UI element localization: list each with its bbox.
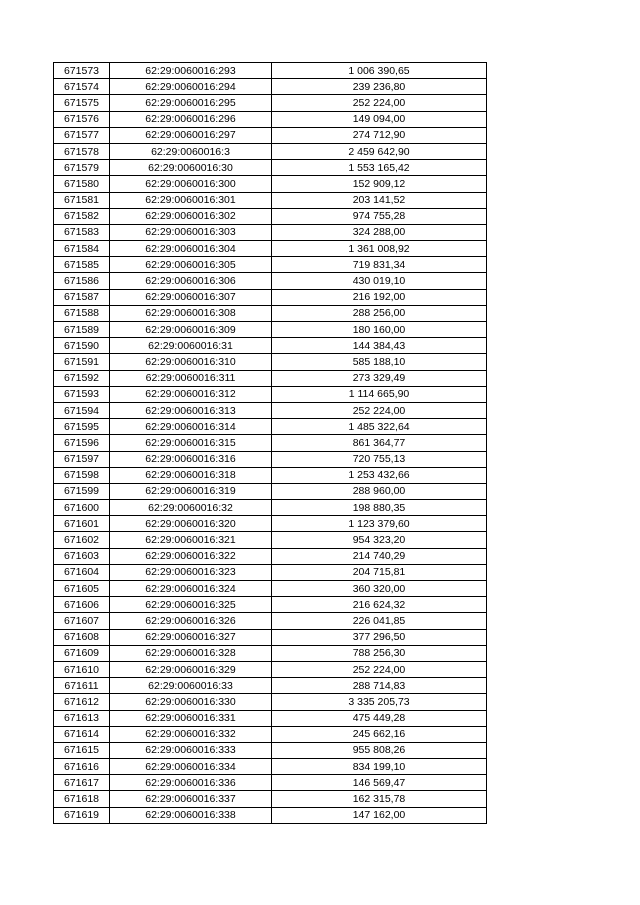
cadastral-number-cell: 62:29:0060016:313 [110,402,272,418]
row-number-cell: 671585 [54,257,110,273]
table-row [54,402,487,418]
cadastral-value-cell: 180 160,00 [272,322,487,338]
cadastral-number-cell: 62:29:0060016:326 [110,613,272,629]
row-number-cell: 671609 [54,645,110,661]
row-number-cell: 671580 [54,176,110,192]
cadastral-number-cell: 62:29:0060016:332 [110,726,272,742]
row-number-cell: 671592 [54,370,110,386]
row-number-cell: 671598 [54,467,110,483]
table-row [54,354,487,370]
cadastral-value-cell: 1 114 665,90 [272,386,487,402]
table-row [54,241,487,257]
row-number-cell: 671587 [54,289,110,305]
cadastral-number-cell: 62:29:0060016:338 [110,807,272,823]
row-number-cell: 671576 [54,111,110,127]
row-number-cell: 671595 [54,419,110,435]
cadastral-number-cell: 62:29:0060016:307 [110,289,272,305]
table-row [54,694,487,710]
cadastral-number-cell: 62:29:0060016:309 [110,322,272,338]
cadastral-value-cell: 252 224,00 [272,95,487,111]
table-row [54,176,487,192]
table-row [54,79,487,95]
row-number-cell: 671586 [54,273,110,289]
table-row [54,208,487,224]
table-row [54,759,487,775]
cadastral-value-cell: 204 715,81 [272,564,487,580]
row-number-cell: 671607 [54,613,110,629]
cadastral-value-cell: 861 364,77 [272,435,487,451]
table-row [54,742,487,758]
cadastral-value-cell: 144 384,43 [272,338,487,354]
row-number-cell: 671605 [54,581,110,597]
cadastral-number-cell: 62:29:0060016:312 [110,386,272,402]
cadastral-value-cell: 146 569,47 [272,775,487,791]
row-number-cell: 671606 [54,597,110,613]
table-row [54,597,487,613]
table-row [54,322,487,338]
cadastral-value-cell: 273 329,49 [272,370,487,386]
row-number-cell: 671617 [54,775,110,791]
cadastral-value-cell: 162 315,78 [272,791,487,807]
table-body [54,63,487,824]
table-row [54,581,487,597]
cadastral-value-cell: 252 224,00 [272,661,487,677]
cadastral-number-cell: 62:29:0060016:333 [110,742,272,758]
row-number-cell: 671602 [54,532,110,548]
row-number-cell: 671612 [54,694,110,710]
cadastral-value-cell: 203 141,52 [272,192,487,208]
cadastral-value-cell: 214 740,29 [272,548,487,564]
table-row [54,386,487,402]
cadastral-value-cell: 147 162,00 [272,807,487,823]
cadastral-value-cell: 3 335 205,73 [272,694,487,710]
table-row [54,775,487,791]
cadastral-value-cell: 216 192,00 [272,289,487,305]
row-number-cell: 671594 [54,402,110,418]
cadastral-value-cell: 430 019,10 [272,273,487,289]
cadastral-value-cell: 288 714,83 [272,678,487,694]
table-row [54,807,487,823]
row-number-cell: 671584 [54,241,110,257]
row-number-cell: 671589 [54,322,110,338]
cadastral-number-cell: 62:29:0060016:304 [110,241,272,257]
row-number-cell: 671591 [54,354,110,370]
cadastral-value-cell: 475 449,28 [272,710,487,726]
cadastral-value-cell: 149 094,00 [272,111,487,127]
cadastral-number-cell: 62:29:0060016:329 [110,661,272,677]
table-row [54,289,487,305]
row-number-cell: 671582 [54,208,110,224]
cadastral-number-cell: 62:29:0060016:337 [110,791,272,807]
cadastral-number-cell: 62:29:0060016:303 [110,224,272,240]
row-number-cell: 671611 [54,678,110,694]
cadastral-number-cell: 62:29:0060016:296 [110,111,272,127]
table-row [54,678,487,694]
cadastral-value-cell: 360 320,00 [272,581,487,597]
cadastral-value-cell: 288 256,00 [272,305,487,321]
cadastral-number-cell: 62:29:0060016:314 [110,419,272,435]
row-number-cell: 671596 [54,435,110,451]
table-row [54,435,487,451]
table-row [54,305,487,321]
cadastral-value-cell: 1 361 008,92 [272,241,487,257]
cadastral-value-cell: 1 485 322,64 [272,419,487,435]
row-number-cell: 671574 [54,79,110,95]
cadastral-number-cell: 62:29:0060016:3 [110,143,272,159]
cadastral-number-cell: 62:29:0060016:302 [110,208,272,224]
table-row [54,192,487,208]
table-row [54,613,487,629]
row-number-cell: 671583 [54,224,110,240]
table-row [54,95,487,111]
row-number-cell: 671573 [54,63,110,79]
cadastral-number-cell: 62:29:0060016:306 [110,273,272,289]
row-number-cell: 671610 [54,661,110,677]
cadastral-number-cell: 62:29:0060016:336 [110,775,272,791]
table-row [54,710,487,726]
row-number-cell: 671581 [54,192,110,208]
cadastral-number-cell: 62:29:0060016:318 [110,467,272,483]
row-number-cell: 671588 [54,305,110,321]
cadastral-value-cell: 288 960,00 [272,483,487,499]
cadastral-number-cell: 62:29:0060016:321 [110,532,272,548]
cadastral-number-cell: 62:29:0060016:308 [110,305,272,321]
row-number-cell: 671578 [54,143,110,159]
row-number-cell: 671615 [54,742,110,758]
cadastral-number-cell: 62:29:0060016:328 [110,645,272,661]
table-row [54,127,487,143]
cadastral-number-cell: 62:29:0060016:32 [110,500,272,516]
cadastral-value-cell: 239 236,80 [272,79,487,95]
document-page [53,62,486,824]
cadastral-value-cell: 377 296,50 [272,629,487,645]
cadastral-number-cell: 62:29:0060016:30 [110,160,272,176]
cadastral-number-cell: 62:29:0060016:301 [110,192,272,208]
table-row [54,370,487,386]
cadastral-number-cell: 62:29:0060016:294 [110,79,272,95]
cadastral-number-cell: 62:29:0060016:327 [110,629,272,645]
cadastral-value-cell: 2 459 642,90 [272,143,487,159]
cadastral-value-cell: 274 712,90 [272,127,487,143]
table-row [54,451,487,467]
row-number-cell: 671616 [54,759,110,775]
cadastral-value-cell: 788 256,30 [272,645,487,661]
cadastral-number-cell: 62:29:0060016:295 [110,95,272,111]
cadastral-number-cell: 62:29:0060016:316 [110,451,272,467]
cadastral-value-cell: 324 288,00 [272,224,487,240]
cadastral-number-cell: 62:29:0060016:331 [110,710,272,726]
table-row [54,467,487,483]
table-row [54,160,487,176]
cadastral-number-cell: 62:29:0060016:325 [110,597,272,613]
cadastral-value-cell: 974 755,28 [272,208,487,224]
cadastral-value-cell: 834 199,10 [272,759,487,775]
table-row [54,532,487,548]
table-row [54,500,487,516]
row-number-cell: 671601 [54,516,110,532]
table-row [54,791,487,807]
table-row [54,483,487,499]
table-row [54,516,487,532]
row-number-cell: 671608 [54,629,110,645]
row-number-cell: 671600 [54,500,110,516]
cadastral-value-cell: 152 909,12 [272,176,487,192]
table-row [54,143,487,159]
table-row [54,224,487,240]
row-number-cell: 671577 [54,127,110,143]
row-number-cell: 671590 [54,338,110,354]
cadastral-value-cell: 252 224,00 [272,402,487,418]
cadastral-number-cell: 62:29:0060016:305 [110,257,272,273]
row-number-cell: 671603 [54,548,110,564]
row-number-cell: 671597 [54,451,110,467]
cadastral-value-cell: 245 662,16 [272,726,487,742]
cadastral-value-cell: 1 553 165,42 [272,160,487,176]
table-row [54,338,487,354]
table-row [54,726,487,742]
row-number-cell: 671604 [54,564,110,580]
cadastral-number-cell: 62:29:0060016:324 [110,581,272,597]
row-number-cell: 671575 [54,95,110,111]
cadastral-value-table [53,62,487,824]
cadastral-value-cell: 719 831,34 [272,257,487,273]
cadastral-value-cell: 720 755,13 [272,451,487,467]
row-number-cell: 671599 [54,483,110,499]
row-number-cell: 671613 [54,710,110,726]
cadastral-number-cell: 62:29:0060016:31 [110,338,272,354]
table-row [54,548,487,564]
cadastral-number-cell: 62:29:0060016:330 [110,694,272,710]
table-row [54,661,487,677]
cadastral-value-cell: 955 808,26 [272,742,487,758]
table-row [54,645,487,661]
table-row [54,273,487,289]
cadastral-number-cell: 62:29:0060016:319 [110,483,272,499]
table-row [54,419,487,435]
table-row [54,564,487,580]
cadastral-number-cell: 62:29:0060016:310 [110,354,272,370]
cadastral-value-cell: 954 323,20 [272,532,487,548]
table-row [54,111,487,127]
cadastral-number-cell: 62:29:0060016:323 [110,564,272,580]
cadastral-number-cell: 62:29:0060016:322 [110,548,272,564]
row-number-cell: 671593 [54,386,110,402]
table-row [54,63,487,79]
row-number-cell: 671579 [54,160,110,176]
table-row [54,629,487,645]
cadastral-number-cell: 62:29:0060016:311 [110,370,272,386]
cadastral-number-cell: 62:29:0060016:297 [110,127,272,143]
cadastral-value-cell: 1 123 379,60 [272,516,487,532]
table-row [54,257,487,273]
cadastral-number-cell: 62:29:0060016:334 [110,759,272,775]
cadastral-value-cell: 216 624,32 [272,597,487,613]
cadastral-number-cell: 62:29:0060016:320 [110,516,272,532]
row-number-cell: 671614 [54,726,110,742]
cadastral-value-cell: 226 041,85 [272,613,487,629]
row-number-cell: 671618 [54,791,110,807]
cadastral-value-cell: 198 880,35 [272,500,487,516]
cadastral-number-cell: 62:29:0060016:293 [110,63,272,79]
cadastral-number-cell: 62:29:0060016:300 [110,176,272,192]
cadastral-value-cell: 585 188,10 [272,354,487,370]
cadastral-value-cell: 1 253 432,66 [272,467,487,483]
row-number-cell: 671619 [54,807,110,823]
cadastral-value-cell: 1 006 390,65 [272,63,487,79]
cadastral-number-cell: 62:29:0060016:315 [110,435,272,451]
cadastral-number-cell: 62:29:0060016:33 [110,678,272,694]
